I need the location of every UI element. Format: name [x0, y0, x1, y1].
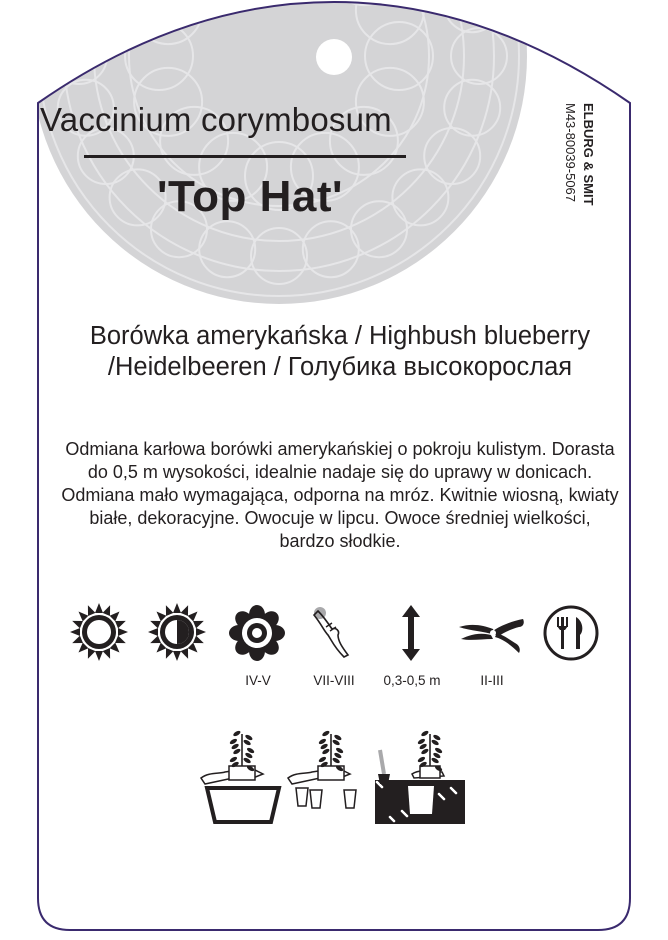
brand-name: ELBURG & SMIT — [581, 103, 596, 206]
pruning-months-caption: II-III — [480, 673, 504, 688]
pruning-shears-icon — [459, 619, 524, 653]
product-code: M43-80039-5067 — [563, 103, 578, 203]
edible-fork-knife-icon — [545, 607, 597, 659]
planting-in-containers-icon — [288, 730, 356, 808]
harvest-hand-icon — [314, 607, 348, 657]
planting-in-pot-icon — [201, 730, 279, 822]
full-sun-icon — [70, 603, 128, 661]
common-names: Borówka amerykańska / Highbush blueberry /Heidelbeeren / Голубика высокорослая — [89, 322, 591, 381]
flowering-months-caption: IV-V — [245, 673, 271, 688]
plant-description: Odmiana karłowa borówki amerykańskiej o pokroju kulistym. Dorasta do 0,5 m wysokości, idealnie nadaje się do uprawy w donicach. Odmiana mało wymagająca, odporna na mróz. Kwitnie wiosną, kwiaty białe, dekoracyjne. Owocuje w lipcu. Owoce średniej wielkości, bardzo słodkie. — [61, 439, 619, 551]
height-arrow-icon — [402, 605, 420, 661]
cultivar-name: 'Top Hat' — [157, 172, 343, 221]
partial-shade-icon — [148, 603, 206, 661]
latin-name: Vaccinium corymbosum — [40, 101, 392, 138]
hang-hole — [316, 39, 352, 75]
header-badge — [31, 0, 527, 304]
title-divider — [84, 155, 406, 158]
harvest-months-caption: VII-VIII — [313, 673, 355, 688]
height-caption: 0,3-0,5 m — [383, 673, 441, 688]
planting-in-ground-icon — [375, 730, 465, 824]
flower-icon — [229, 605, 285, 661]
